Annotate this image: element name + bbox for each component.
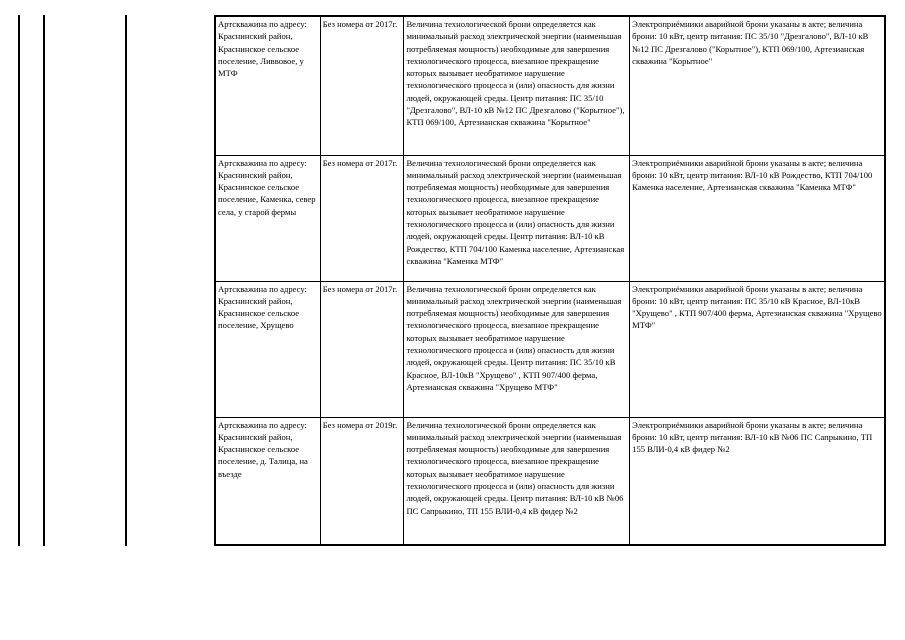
table-row [215, 281, 885, 417]
table-row [215, 417, 885, 545]
left-column-border-3 [125, 15, 127, 546]
receivers-cell: Электроприёмники аварийной брони указаны в акте; величина брони: 10 кВт, центр питания: ПС 35/10 "Дрезгалово", ВЛ-10 кВ №12 ПС Дрезгалово ("Корытное"), КТП 069/100, Артезианская скважина "Корытное" [630, 16, 885, 155]
object-cell: Артскважина по адресу: Краснинский район, Краснинское сельское поселение, д. Талица, на въезде [215, 417, 320, 545]
act-cell: Без номера от 2017г. [320, 281, 404, 417]
description-cell: Величина технологической брони определяется как минимальный расход электрической энергии (наименьшая потребляемая мощность) необходимые для завершения технологического процесса, внезапное прекращение которых вызывает необратимое нарушение технологического процесса и (или) опасность для жизни людей, окружающей среды. Центр питания: ПС 35/10 "Дрезгалово", ВЛ-10 кВ №12 ПС Дрезгалово ("Корытное"), КТП 069/100, Артезианская скважина "Корытное" [404, 16, 630, 155]
table-row [215, 155, 885, 281]
description-cell: Величина технологической брони определяется как минимальный расход электрической энергии (наименьшая потребляемая мощность) необходимые для завершения технологического процесса, внезапное прекращение которых вызывает необратимое нарушение технологического процесса и (или) опасность для жизни людей, окружающей среды. Центр питания: ВЛ-10 кВ Рождество, КТП 704/100 Каменка население, Артезианская скважина "Каменка МТФ" [404, 155, 630, 281]
left-column-border-2 [43, 15, 45, 546]
left-column-border-1 [18, 15, 20, 546]
description-cell: Величина технологической брони определяется как минимальный расход электрической энергии (наименьшая потребляемая мощность) необходимые для завершения технологического процесса, внезапное прекращение которых вызывает необратимое нарушение технологического процесса и (или) опасность для жизни людей, окружающей среды. Центр питания: ПС 35/10 кВ Красное, ВЛ-10кВ "Хрущево" , КТП 907/400 ферма, Артезианская скважина "Хрущево МТФ" [404, 281, 630, 417]
object-cell: Артскважина по адресу: Краснинский район, Краснинское сельское поселение, Ливвовое, у МТФ [215, 16, 320, 155]
act-cell: Без номера от 2017г. [320, 16, 404, 155]
receivers-cell: Электроприёмники аварийной брони указаны в акте; величина брони: 10 кВт, центр питания: ВЛ-10 кВ Рождество, КТП 704/100 Каменка население, Артезианская скважина "Каменка МТФ" [630, 155, 885, 281]
object-cell: Артскважина по адресу: Краснинский район, Краснинское сельское поселение, Каменка, север села, у старой фермы [215, 155, 320, 281]
emergency-reserve-table [214, 15, 886, 546]
receivers-cell: Электроприёмники аварийной брони указаны в акте; величина брони: 10 кВт, центр питания: ВЛ-10 кВ №06 ПС Сапрыкино, ТП 155 ВЛИ-0,4 кВ фидер №2 [630, 417, 885, 545]
receivers-cell: Электроприёмники аварийной брони указаны в акте; величина брони: 10 кВт, центр питания: ПС 35/10 кВ Красное, ВЛ-10кВ "Хрущево" , КТП 907/400 ферма, Артезианская скважина "Хрущево МТФ" [630, 281, 885, 417]
table-row [215, 16, 885, 155]
description-cell: Величина технологической брони определяется как минимальный расход электрической энергии (наименьшая потребляемая мощность) необходимые для завершения технологического процесса, внезапное прекращение которых вызывает необратимое нарушение технологического процесса и (или) опасность для жизни людей, окружающей среды. Центр питания: ВЛ-10 кВ №06 ПС Сапрыкино, ТП 155 ВЛИ-0,4 кВ фидер №2 [404, 417, 630, 545]
object-cell: Артскважина по адресу: Краснинский район, Краснинское сельское поселение, Хрущево [215, 281, 320, 417]
act-cell: Без номера от 2019г. [320, 417, 404, 545]
act-cell: Без номера от 2017г. [320, 155, 404, 281]
